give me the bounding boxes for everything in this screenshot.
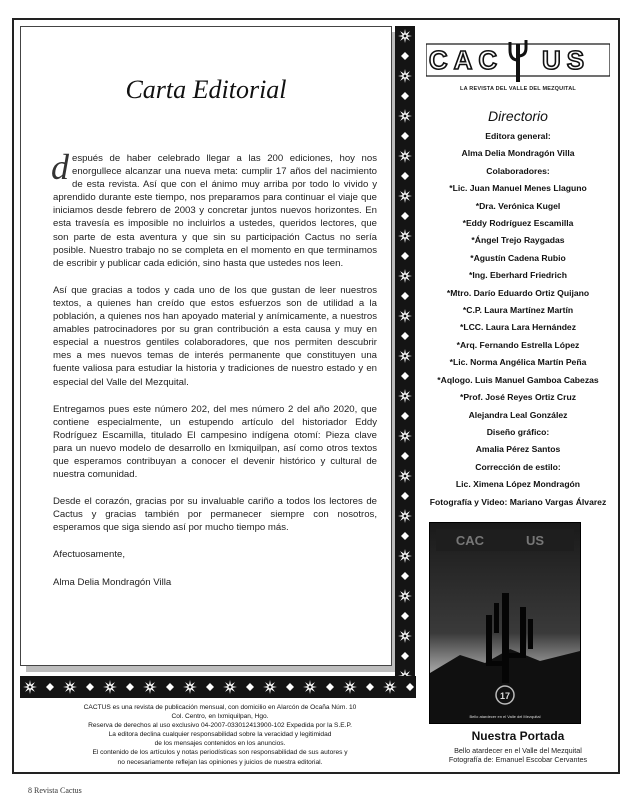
portada-line-1: Bello atardecer en el Valle del Mezquital	[454, 746, 582, 755]
ornament-diamond-icon	[401, 492, 409, 500]
directorio-line: Diseño gráfico:	[486, 426, 550, 437]
ornament-pattern-vertical	[395, 26, 415, 678]
directorio-line: *Ángel Trejo Raygadas	[471, 235, 565, 246]
directorio-line: *Ing. Eberhard Friedrich	[469, 270, 567, 281]
ornament-star-icon	[398, 189, 412, 203]
cactus-logo	[426, 38, 610, 84]
page-footer: 8 Revista Cactus	[28, 786, 82, 795]
ornament-star-icon	[398, 549, 412, 563]
ornament-diamond-icon	[401, 92, 409, 100]
portada-line-2: Fotografía de: Emanuel Escobar Cervantes	[448, 755, 588, 764]
ornament-star-icon	[303, 680, 317, 694]
ornament-diamond-icon	[401, 332, 409, 340]
cover-image	[430, 523, 580, 723]
editorial-paragraph-3: Entregamos pues este número 202, del mes número 2 del año 2020, que contiene especialmente, un estupendo artículo del historiador Eddy Rodríguez Escamilla, titulado El campesino indígena otomí: Pieza clave para un nuevo modelo de desarrollo en Ixmiquilpan, así como otros textos que esperamos contribuyan a conocer el devenir histórico y cultural de nuestra comunidad.	[53, 403, 377, 481]
directorio-line: *Lic. Juan Manuel Menes Llaguno	[449, 183, 587, 194]
closing-line: Afectuosamente,	[53, 549, 125, 561]
directorio-line: Fotografía y Video: Mariano Vargas Álvarez	[429, 496, 607, 507]
ornament-star-icon	[263, 680, 277, 694]
ornament-star-icon	[398, 29, 412, 43]
ornament-star-icon	[398, 629, 412, 643]
publication-info-line: no necesariamente reflejan las opiniones y juicios de nuestra editorial.	[117, 758, 323, 766]
directorio-line: *Arq. Fernando Estrella López	[456, 339, 580, 350]
logo-text-left: CAC	[428, 45, 504, 75]
portada-title: Nuestra Portada	[471, 729, 565, 743]
ornament-star-icon	[383, 680, 397, 694]
directorio-line: *Mtro. Darío Eduardo Ortiz Quijano	[446, 287, 590, 298]
ornament-diamond-icon	[401, 612, 409, 620]
ornament-star-icon	[398, 149, 412, 163]
publication-info-line: La editora declina cualquier responsabilidad sobre la veracidad y legitimidad	[108, 731, 332, 739]
ornament-diamond-icon	[246, 683, 254, 691]
publication-info-line: Reserva de derechos al uso exclusivo 04-2007-033012413900-102 Expedida por la S.E.P.	[88, 722, 352, 730]
logo-text-right: US	[541, 45, 591, 75]
directorio-line: *Aqlogo. Luis Manuel Gamboa Cabezas	[437, 374, 599, 385]
publication-info-line: CACTUS es una revista de publicación mensual, con domicilio en Alarcón de Ocaña Núm. 10	[83, 704, 357, 711]
ornament-diamond-icon	[401, 572, 409, 580]
editorial-paragraph-1-text: espués de haber celebrado llegar a las 200 ediciones, hoy nos enorgullece alcanzar una nueva meta: cumplir 17 años del nacimiento de esta revista. Así que con el ánimo muy arriba por todo lo vivido y aprendido durante este tiempo, nos preparamos para continuar el viaje que iniciamos desde febrero de 2003 y concretar juntos nuevos horizontes. En esta travesía es imposible no incluirlos a ustedes, queridos lectores, que son parte de esta aventura y que sin su participación Cactus no sería posible. Nuestro trabajo no se completa en el momento en que terminamos de escribir y publicar cada edición, sino hasta que ustedes nos leen.	[53, 153, 377, 269]
ornament-star-icon	[23, 680, 37, 694]
ornament-star-icon	[398, 349, 412, 363]
ornament-strip-vertical	[395, 26, 415, 678]
ornament-diamond-icon	[406, 683, 414, 691]
directorio-line: Colaboradores:	[486, 165, 550, 176]
ornament-star-icon	[398, 429, 412, 443]
ornament-diamond-icon	[326, 683, 334, 691]
editorial-paragraph-2: Así que gracias a todos y cada uno de los que gustan de leer nuestros textos, a quienes han creído que estos esfuerzos son de utilidad a la población, a quienes nos han apoyado material y anímicamente, a nuestros amables patrocinadores por su gran contribución a esta causa y muy en especial a nuestros gentiles colaboradores, que nos permiten descubrir mes a mes nuevos temas de interés permanente que constituyen una fuente valiosa para estudiar la historia y tradiciones de nuestro estado y en especial del Valle del Mezquital.	[53, 284, 377, 388]
directorio-line: Editora general:	[485, 131, 551, 141]
ornament-star-icon	[63, 680, 77, 694]
cover-thumbnail	[429, 522, 581, 724]
ornament-diamond-icon	[401, 172, 409, 180]
signature: Alma Delia Mondragón Villa	[53, 576, 172, 588]
editorial-title: Carta Editorial	[125, 75, 287, 104]
drop-cap: d	[51, 147, 69, 187]
directorio-line: *C.P. Laura Martínez Martín	[462, 305, 574, 316]
ornament-diamond-icon	[86, 683, 94, 691]
editorial-paragraph-4: Desde el corazón, gracias por su invaluable cariño a todos los lectores de Cactus y gracias también por permanecer siempre con nosotros, esperamos que siga siendo así por mucho tiempo más.	[53, 496, 377, 534]
directorio-line: Lic. Ximena López Mondragón	[455, 479, 581, 490]
ornament-star-icon	[183, 680, 197, 694]
ornament-star-icon	[103, 680, 117, 694]
ornament-star-icon	[343, 680, 357, 694]
cover-number: 17	[499, 691, 511, 701]
ornament-diamond-icon	[206, 683, 214, 691]
ornament-star-icon	[223, 680, 237, 694]
directorio-line: Alejandra Leal González	[468, 409, 568, 420]
directorio-list	[418, 128, 618, 511]
ornament-diamond-icon	[46, 683, 54, 691]
publication-info-line: Col. Centro, en Ixmiquilpan, Hgo.	[171, 713, 269, 721]
ornament-diamond-icon	[401, 252, 409, 260]
publication-info-line: El contenido de los artículos y notas periodísticas son responsabilidad de sus autores y	[92, 749, 348, 757]
ornament-star-icon	[398, 109, 412, 123]
ornament-star-icon	[143, 680, 157, 694]
ornament-star-icon	[398, 69, 412, 83]
editorial-body	[51, 147, 377, 603]
ornament-star-icon	[398, 389, 412, 403]
masthead-subtitle: LA REVISTA DEL VALLE DEL MEZQUITAL	[460, 86, 576, 92]
directorio-line: *Eddy Rodríguez Escamilla	[462, 218, 574, 229]
ornament-star-icon	[398, 509, 412, 523]
directorio-line: *Dra. Verónica Kugel	[475, 200, 561, 211]
ornament-diamond-icon	[126, 683, 134, 691]
ornament-star-icon	[398, 269, 412, 283]
directorio-line: *Lic. Norma Angélica Martín Peña	[449, 357, 587, 368]
publication-info	[26, 703, 414, 767]
ornament-diamond-icon	[401, 292, 409, 300]
directorio-line: Corrección de estilo:	[475, 461, 561, 472]
directorio-line: Amalia Pérez Santos	[475, 444, 561, 455]
ornament-diamond-icon	[401, 212, 409, 220]
ornament-star-icon	[398, 229, 412, 243]
cover-logo-right: US	[525, 533, 545, 548]
publication-info-line: de los mensajes contenidos en los anuncios.	[154, 740, 286, 748]
ornament-star-icon	[398, 469, 412, 483]
ornament-strip-horizontal	[20, 676, 416, 698]
ornament-diamond-icon	[366, 683, 374, 691]
ornament-star-icon	[398, 589, 412, 603]
cover-caption: Bello atardecer en el Valle del Mezquital	[469, 714, 541, 719]
editorial-panel	[20, 26, 392, 666]
ornament-pattern-horizontal	[20, 676, 416, 698]
ornament-diamond-icon	[286, 683, 294, 691]
ornament-star-icon	[398, 309, 412, 323]
ornament-diamond-icon	[401, 412, 409, 420]
ornament-diamond-icon	[401, 652, 409, 660]
ornament-diamond-icon	[401, 132, 409, 140]
cover-logo-left: CAC	[455, 533, 485, 548]
ornament-diamond-icon	[166, 683, 174, 691]
directorio-line: *Prof. José Reyes Ortiz Cruz	[459, 392, 577, 403]
directorio-line: Alma Delia Mondragón Villa	[461, 148, 575, 159]
portada-description	[420, 746, 616, 764]
ornament-diamond-icon	[401, 372, 409, 380]
directorio-line: *Agustín Cadena Rubio	[470, 252, 566, 263]
ornament-diamond-icon	[401, 52, 409, 60]
directorio-title: Directorio	[488, 108, 548, 124]
directorio-line: *LCC. Laura Lara Hernández	[459, 322, 577, 333]
editorial-paragraph-1	[51, 147, 377, 270]
ornament-diamond-icon	[401, 452, 409, 460]
ornament-diamond-icon	[401, 532, 409, 540]
